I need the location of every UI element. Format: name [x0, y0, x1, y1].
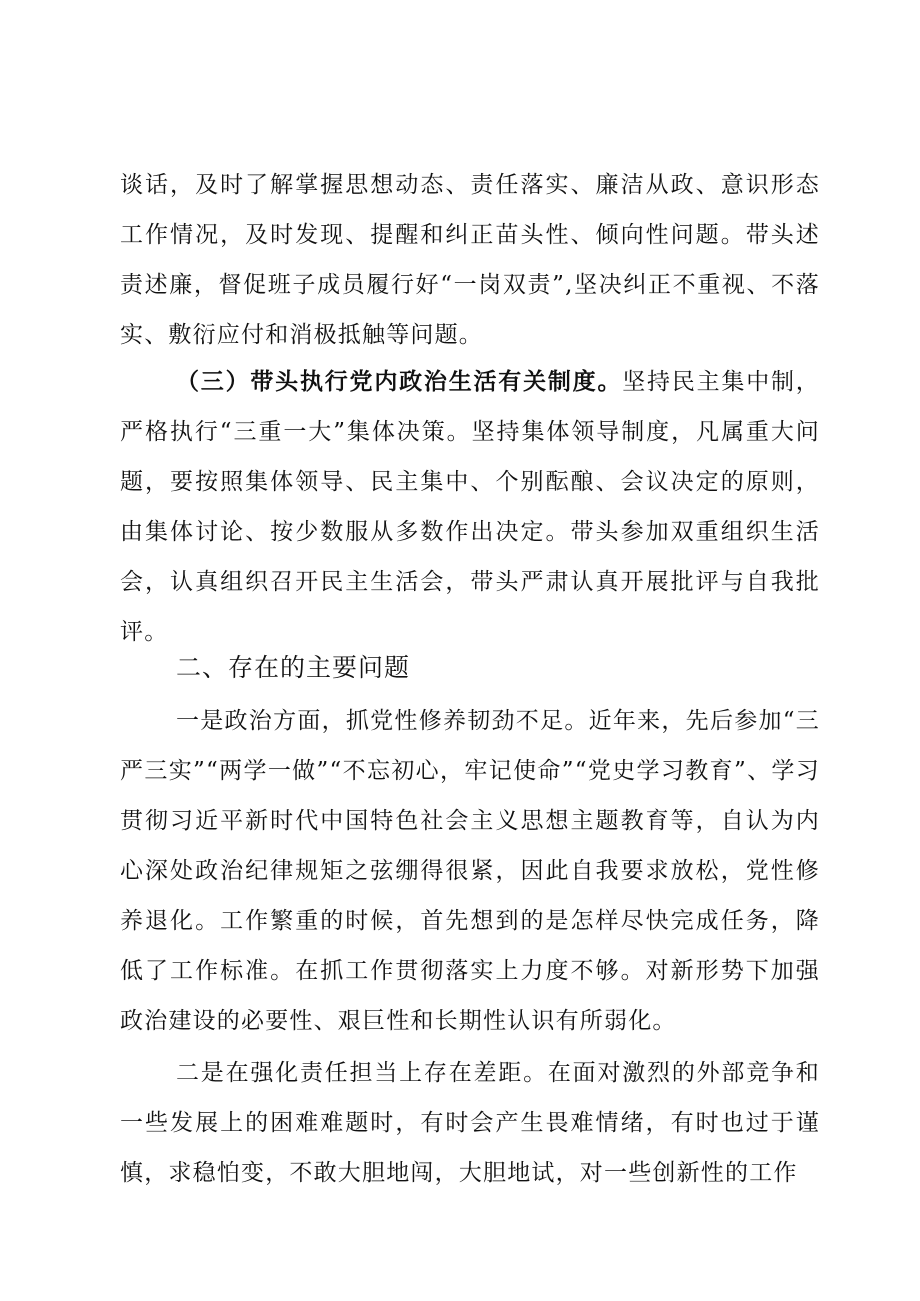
paragraph-body: 坚持民主集中制，严格执行“三重一大”集体决策。坚持集体领导制度，凡属重大问题，要按照集体领导、民主集中、个别酝酿、会议决定的原则，由集体讨论、按少数服从多数作出决定。带头参加双重组织生活会，认真组织召开民主生活会，带头严肃认真开展批评与自我批评。 [120, 369, 820, 645]
paragraph-continuation: 谈话，及时了解掌握思想动态、责任落实、廉洁从政、意识形态工作情况，及时发现、提醒和纠正苗头性、倾向性问题。带头述责述廉，督促班子成员履行好“一岗双责”,坚决纠正不重视、不落实、敷衍应付和消极抵触等问题。 [120, 172, 820, 348]
section-heading: 二、存在的主要问题 [176, 653, 411, 682]
paragraph-responsibility-issue: 二是在强化责任担当上存在差距。在面对激烈的外部竞争和一些发展上的困难难题时，有时会产生畏难情绪，有时也过于谨慎，求稳怕变，不敢大胆地闯，大胆地试，对一些创新性的工作 [120, 1060, 820, 1186]
paragraph-lead-heading: （三）带头执行党内政治生活有关制度。 [176, 369, 623, 395]
paragraph-party-life-system [120, 357, 820, 657]
paragraph-political-issue: 一是政治方面，抓党性修养韧劲不足。近年来，先后参加“三严三实”“两学一做”“不忘初心，牢记使命”“党史学习教育”、学习贯彻习近平新时代中国特色社会主义思想主题教育等，自认为内心深处政治纪律规矩之弦绷得很紧，因此自我要求放松，党性修养退化。工作繁重的时候，首先想到的是怎样尽快完成任务，降低了工作标准。在抓工作贯彻落实上力度不够。对新形势下加强政治建设的必要性、艰巨性和长期性认识有所弱化。 [120, 708, 820, 1034]
